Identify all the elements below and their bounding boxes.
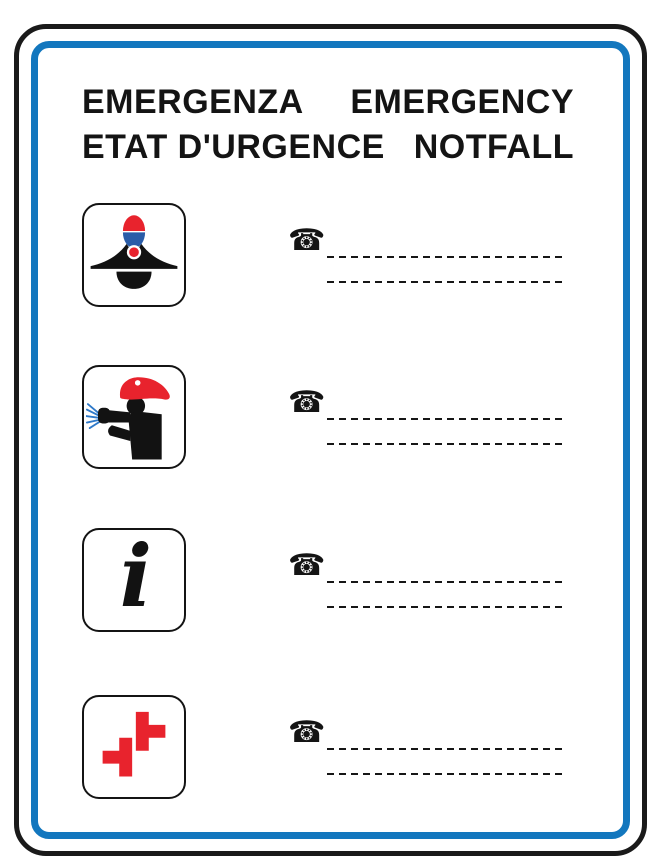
phone-number-line[interactable] <box>327 773 567 775</box>
emergency-row-fire-brigade <box>82 365 568 469</box>
title-etat-durgence: ETAT D'URGENCE <box>82 128 385 166</box>
telephone-icon: ☎ <box>288 715 326 750</box>
carabinieri-officer-icon <box>86 207 182 303</box>
emergency-row-medical <box>82 695 568 799</box>
phone-number-line[interactable] <box>327 256 567 258</box>
sign-title <box>82 80 574 170</box>
first-aid-cross-icon <box>86 699 182 795</box>
telephone-icon: ☎ <box>288 385 326 420</box>
phone-number-line[interactable] <box>327 748 567 750</box>
title-notfall: NOTFALL <box>413 128 574 166</box>
phone-number-line[interactable] <box>327 281 567 283</box>
telephone-icon: ☎ <box>288 548 326 583</box>
info-icon-box <box>82 528 186 632</box>
information-icon <box>86 532 182 628</box>
svg-text:i: i <box>119 532 152 627</box>
title-line-1 <box>82 80 574 125</box>
title-line-2 <box>82 125 574 170</box>
phone-number-line[interactable] <box>327 418 567 420</box>
phone-number-line[interactable] <box>327 606 567 608</box>
emergency-row-information <box>82 528 568 632</box>
medical-icon-box <box>82 695 186 799</box>
telephone-icon: ☎ <box>288 223 326 258</box>
police-icon-box <box>82 203 186 307</box>
phone-number-line[interactable] <box>327 443 567 445</box>
firefighter-icon <box>86 369 182 465</box>
emergency-row-police <box>82 203 568 307</box>
title-emergency: EMERGENCY <box>350 83 574 121</box>
fire-icon-box <box>82 365 186 469</box>
title-emergenza: EMERGENZA <box>82 83 304 121</box>
phone-number-line[interactable] <box>327 581 567 583</box>
